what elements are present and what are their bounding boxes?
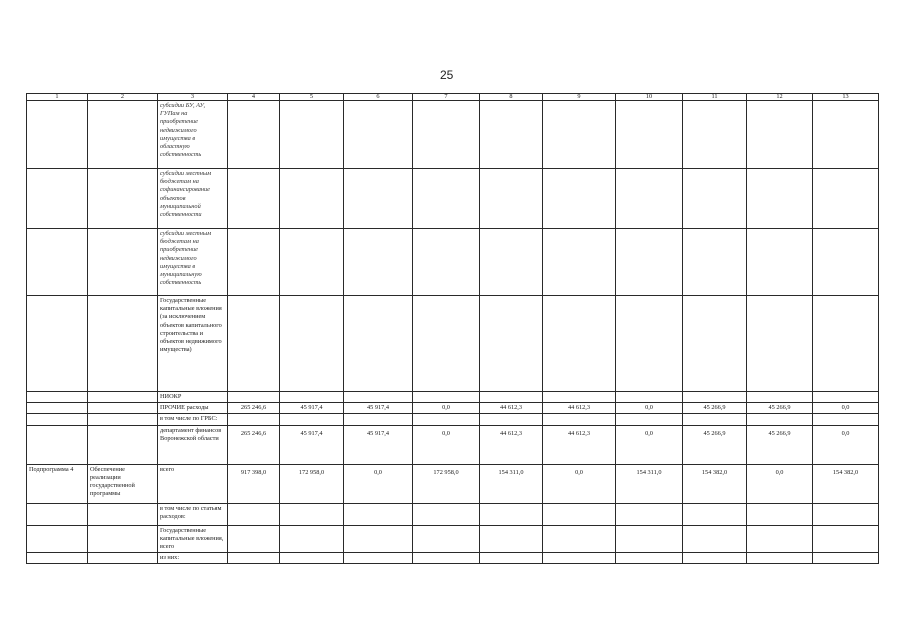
value-cell: 45 266,9 (747, 403, 813, 414)
item-cell: субсидии БУ, АУ, ГУПам на приобретение недвижимого имущества в областную собственность (158, 101, 228, 169)
value-cell (747, 101, 813, 169)
value-cell (616, 296, 683, 392)
value-cell (747, 503, 813, 525)
value-cell (480, 503, 543, 525)
header-cell: 5 (280, 94, 344, 101)
value-cell (813, 414, 879, 425)
value-cell: 45 917,4 (280, 425, 344, 464)
name-cell (88, 503, 158, 525)
value-cell (228, 414, 280, 425)
item-cell: департамент финансов Воронежской области (158, 425, 228, 464)
item-cell: всего (158, 464, 228, 503)
header-cell: 3 (158, 94, 228, 101)
value-cell (683, 553, 747, 564)
value-cell (616, 101, 683, 169)
value-cell (480, 101, 543, 169)
header-cell: 2 (88, 94, 158, 101)
value-cell (413, 392, 480, 403)
item-cell: субсидии местным бюджетам на софинансирование объектов муниципальной собственности (158, 169, 228, 229)
value-cell (344, 503, 413, 525)
section-cell (27, 101, 88, 169)
item-cell: субсидии местным бюджетам на приобретение недвижимого имущества в муниципальную собственность (158, 229, 228, 296)
value-cell (747, 553, 813, 564)
item-cell: Государственные капитальные вложения (за исключением объектов капитального строительства и объектов недвижимого имущества) (158, 296, 228, 392)
value-cell (813, 296, 879, 392)
name-cell (88, 553, 158, 564)
value-cell (616, 553, 683, 564)
value-cell: 44 612,3 (480, 403, 543, 414)
table-row (27, 229, 879, 296)
value-cell: 45 266,9 (683, 425, 747, 464)
header-cell: 6 (344, 94, 413, 101)
value-cell (616, 229, 683, 296)
value-cell (344, 553, 413, 564)
section-cell (27, 229, 88, 296)
value-cell: 0,0 (344, 464, 413, 503)
value-cell: 45 266,9 (747, 425, 813, 464)
section-cell (27, 525, 88, 553)
value-cell (616, 169, 683, 229)
value-cell (344, 414, 413, 425)
value-cell (480, 169, 543, 229)
header-row (27, 94, 879, 101)
table-row (27, 414, 879, 425)
value-cell: 172 958,0 (413, 464, 480, 503)
value-cell: 0,0 (747, 464, 813, 503)
value-cell (413, 553, 480, 564)
name-cell: Обеспечение реализации государственной программы (88, 464, 158, 503)
table-row (27, 392, 879, 403)
value-cell: 0,0 (813, 403, 879, 414)
value-cell (683, 101, 747, 169)
value-cell (344, 229, 413, 296)
header-cell: 13 (813, 94, 879, 101)
value-cell: 0,0 (413, 403, 480, 414)
value-cell: 44 612,3 (543, 403, 616, 414)
item-cell: в том числе по ГРБС: (158, 414, 228, 425)
value-cell (813, 101, 879, 169)
value-cell (616, 525, 683, 553)
value-cell: 0,0 (543, 464, 616, 503)
value-cell (280, 414, 344, 425)
header-cell: 1 (27, 94, 88, 101)
value-cell (616, 392, 683, 403)
value-cell (480, 229, 543, 296)
value-cell: 0,0 (413, 425, 480, 464)
value-cell: 265 246,6 (228, 403, 280, 414)
value-cell (280, 503, 344, 525)
section-cell (27, 425, 88, 464)
section-cell (27, 392, 88, 403)
table-row (27, 553, 879, 564)
value-cell: 45 917,4 (344, 403, 413, 414)
section-cell (27, 296, 88, 392)
value-cell: 172 958,0 (280, 464, 344, 503)
table-row (27, 296, 879, 392)
value-cell (413, 229, 480, 296)
name-cell (88, 296, 158, 392)
value-cell (228, 229, 280, 296)
table-row (27, 169, 879, 229)
value-cell (480, 414, 543, 425)
value-cell: 0,0 (616, 425, 683, 464)
value-cell (280, 525, 344, 553)
table-row (27, 503, 879, 525)
value-cell (813, 553, 879, 564)
value-cell (344, 392, 413, 403)
header-cell: 9 (543, 94, 616, 101)
section-cell (27, 553, 88, 564)
name-cell (88, 403, 158, 414)
value-cell (413, 525, 480, 553)
item-cell: из них: (158, 553, 228, 564)
page-number: 25 (440, 68, 454, 82)
value-cell (280, 553, 344, 564)
value-cell (228, 101, 280, 169)
table-row (27, 525, 879, 553)
value-cell (480, 296, 543, 392)
value-cell (280, 392, 344, 403)
header-cell: 12 (747, 94, 813, 101)
value-cell: 45 917,4 (280, 403, 344, 414)
header-cell: 10 (616, 94, 683, 101)
name-cell (88, 392, 158, 403)
value-cell (228, 525, 280, 553)
header-cell: 4 (228, 94, 280, 101)
value-cell: 0,0 (616, 403, 683, 414)
value-cell (228, 503, 280, 525)
value-cell (616, 414, 683, 425)
value-cell (543, 296, 616, 392)
value-cell (683, 169, 747, 229)
value-cell: 45 266,9 (683, 403, 747, 414)
value-cell (344, 296, 413, 392)
value-cell: 154 311,0 (480, 464, 543, 503)
value-cell (543, 101, 616, 169)
value-cell (747, 169, 813, 229)
value-cell (683, 503, 747, 525)
value-cell: 917 398,0 (228, 464, 280, 503)
header-cell: 8 (480, 94, 543, 101)
value-cell: 154 311,0 (616, 464, 683, 503)
value-cell (413, 101, 480, 169)
section-cell (27, 403, 88, 414)
value-cell: 44 612,3 (480, 425, 543, 464)
name-cell (88, 229, 158, 296)
value-cell (344, 169, 413, 229)
value-cell (747, 414, 813, 425)
name-cell (88, 425, 158, 464)
name-cell (88, 525, 158, 553)
name-cell (88, 101, 158, 169)
value-cell (480, 525, 543, 553)
name-cell (88, 169, 158, 229)
value-cell (813, 525, 879, 553)
value-cell (280, 169, 344, 229)
value-cell (747, 296, 813, 392)
value-cell: 154 382,0 (813, 464, 879, 503)
value-cell (543, 503, 616, 525)
value-cell (413, 169, 480, 229)
value-cell (683, 296, 747, 392)
name-cell (88, 414, 158, 425)
value-cell (616, 503, 683, 525)
value-cell: 265 246,6 (228, 425, 280, 464)
table-row (27, 425, 879, 464)
table-row (27, 403, 879, 414)
value-cell (280, 229, 344, 296)
value-cell (413, 414, 480, 425)
item-cell: НИОКР (158, 392, 228, 403)
value-cell (543, 392, 616, 403)
value-cell (228, 296, 280, 392)
section-cell (27, 503, 88, 525)
value-cell: 0,0 (813, 425, 879, 464)
value-cell (480, 392, 543, 403)
item-cell: Государственные капитальные вложения, всего (158, 525, 228, 553)
value-cell (413, 503, 480, 525)
value-cell (228, 169, 280, 229)
section-cell (27, 414, 88, 425)
value-cell (280, 101, 344, 169)
header-cell: 7 (413, 94, 480, 101)
value-cell (813, 229, 879, 296)
item-cell: ПРОЧИЕ расходы (158, 403, 228, 414)
value-cell (683, 229, 747, 296)
header-cell: 11 (683, 94, 747, 101)
value-cell (228, 392, 280, 403)
budget-table (26, 93, 879, 564)
value-cell (543, 553, 616, 564)
table-row (27, 101, 879, 169)
value-cell (747, 525, 813, 553)
value-cell (813, 169, 879, 229)
value-cell (813, 503, 879, 525)
value-cell: 44 612,3 (543, 425, 616, 464)
value-cell: 45 917,4 (344, 425, 413, 464)
value-cell (480, 553, 543, 564)
value-cell (683, 525, 747, 553)
value-cell (413, 296, 480, 392)
section-cell: Подпрограмма 4 (27, 464, 88, 503)
section-cell (27, 169, 88, 229)
value-cell (543, 525, 616, 553)
value-cell (683, 392, 747, 403)
value-cell: 154 382,0 (683, 464, 747, 503)
value-cell (280, 296, 344, 392)
value-cell (543, 229, 616, 296)
value-cell (747, 229, 813, 296)
value-cell (344, 525, 413, 553)
item-cell: в том числе по статьям расходов: (158, 503, 228, 525)
table-row (27, 464, 879, 503)
value-cell (747, 392, 813, 403)
value-cell (543, 169, 616, 229)
value-cell (683, 414, 747, 425)
value-cell (813, 392, 879, 403)
value-cell (344, 101, 413, 169)
value-cell (543, 414, 616, 425)
value-cell (228, 553, 280, 564)
